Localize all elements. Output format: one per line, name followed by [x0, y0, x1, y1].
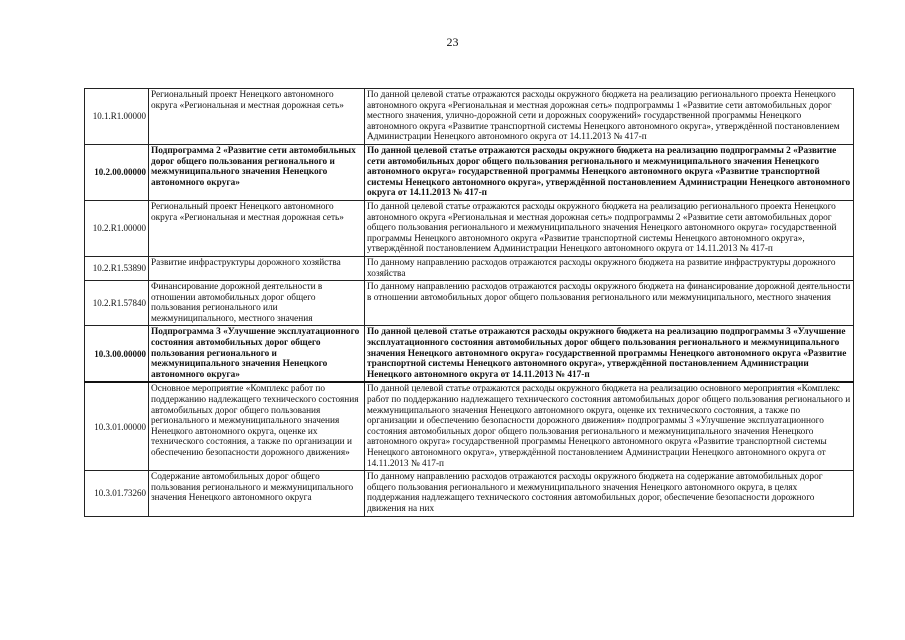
- table-row: [85, 89, 854, 145]
- target-article-name: Региональный проект Ненецкого автономного округа «Региональная и местная дорожная сеть»: [149, 89, 365, 145]
- table-row: [85, 326, 854, 382]
- budget-classification-table: [84, 88, 854, 517]
- target-article-name: Основное мероприятие «Комплекс работ по поддержанию надлежащего технического состояния автомобильных дорог общего пользования регионального и межмуниципального значения Ненецкого автономного округа, оценке их технического состояния, а также по организации и обеспечению безопасности дорожного движения»: [149, 382, 365, 470]
- table-row: [85, 471, 854, 516]
- target-article-code: 10.3.00.00000: [85, 326, 149, 382]
- target-article-name: Подпрограмма 2 «Развитие сети автомобильных дорог общего пользования регионального и межмуниципального значения Ненецкого автономного округа»: [149, 144, 365, 200]
- target-article-code: 10.2.R1.53890: [85, 256, 149, 280]
- target-article-code: 10.3.01.00000: [85, 382, 149, 470]
- target-article-code: 10.3.01.73260: [85, 471, 149, 516]
- target-article-name: Финансирование дорожной деятельности в отношении автомобильных дорог общего пользования регионального или межмуниципального, местного значения: [149, 281, 365, 326]
- table-row: [85, 200, 854, 256]
- table-row: [85, 144, 854, 200]
- target-article-code: 10.2.R1.00000: [85, 200, 149, 256]
- target-article-code: 10.1.R1.00000: [85, 89, 149, 145]
- target-article-description: По данной целевой статье отражаются расходы окружного бюджета на реализацию регионального проекта Ненецкого автономного округа «Региональная и местная дорожная сеть» подпрограммы 1 «Развитие сети автомобильных дорог местного значения, улично-дорожной сети и дорожных сооружений» государственной программы Ненецкого автономного округа «Развитие транспортной системы Ненецкого автономного округа», утверждённой постановлением Администрации Ненецкого автономного округа от 14.11.2013 № 417-п: [365, 89, 854, 145]
- target-article-name: Подпрограмма 3 «Улучшение эксплуатационного состояния автомобильных дорог общего пользования регионального и межмуниципального значения Ненецкого автономного округа»: [149, 326, 365, 382]
- target-article-name: Развитие инфраструктуры дорожного хозяйства: [149, 256, 365, 280]
- page-number: 23: [446, 35, 459, 49]
- target-article-name: Содержание автомобильных дорог общего пользования регионального и межмуниципального значения Ненецкого автономного округа: [149, 471, 365, 516]
- target-article-description: По данной целевой статье отражаются расходы окружного бюджета на реализацию основного мероприятия «Комплекс работ по поддержанию надлежащего технического состояния автомобильных дорог общего пользования регионального и межмуниципального значения Ненецкого автономного округа, оценке их технического состояния, а также по организации и обеспечению безопасности дорожного движения» подпрограммы 3 «Улучшение эксплуатационного состояния автомобильных дорог общего пользования регионального и межмуниципального значения Ненецкого автономного округа» государственной программы Ненецкого автономного округа «Развитие транспортной системы Ненецкого автономного округа», утверждённой постановлением Администрации Ненецкого автономного округа от 14.11.2013 № 417-п: [365, 382, 854, 470]
- target-article-description: По данной целевой статье отражаются расходы окружного бюджета на реализацию подпрограммы 2 «Развитие сети автомобильных дорог общего пользования регионального и межмуниципального значения Ненецкого автономного округа» государственной программы Ненецкого автономного округа «Развитие транспортной системы Ненецкого автономного округа», утверждённой постановлением Администрации Ненецкого автономного округа от 14.11.2013 № 417-п: [365, 144, 854, 200]
- target-article-description: По данному направлению расходов отражаются расходы окружного бюджета на финансирование дорожной деятельности в отношении автомобильных дорог общего пользования регионального или межмуниципального, местного значения: [365, 281, 854, 326]
- table-row: [85, 281, 854, 326]
- target-article-description: По данному направлению расходов отражаются расходы окружного бюджета на содержание автомобильных дорог общего пользования регионального и межмуниципального значения Ненецкого автономного округа, в целях поддержания надлежащего технического состояния автомобильных дорог, обеспечение безопасности дорожного движения на них: [365, 471, 854, 516]
- target-article-description: По данному направлению расходов отражаются расходы окружного бюджета на развитие инфраструктуры дорожного хозяйства: [365, 256, 854, 280]
- target-article-name: Региональный проект Ненецкого автономного округа «Региональная и местная дорожная сеть»: [149, 200, 365, 256]
- target-article-description: По данной целевой статье отражаются расходы окружного бюджета на реализацию подпрограммы 3 «Улучшение эксплуатационного состояния автомобильных дорог общего пользования регионального и межмуниципального значения Ненецкого автономного округа» государственной программы Ненецкого автономного округа «Развитие транспортной системы Ненецкого автономного округа», утверждённой постановлением Администрации Ненецкого автономного округа от 14.11.2013 № 417-п: [365, 326, 854, 382]
- target-article-code: 10.2.R1.57840: [85, 281, 149, 326]
- target-article-code: 10.2.00.00000: [85, 144, 149, 200]
- target-article-description: По данной целевой статье отражаются расходы окружного бюджета на реализацию регионального проекта Ненецкого автономного округа «Региональная и местная дорожная сеть» подпрограммы 2 «Развитие сети автомобильных дорог общего пользования регионального и межмуниципального значения Ненецкого автономного округа» государственной программы Ненецкого автономного округа «Развитие транспортной системы Ненецкого автономного округа», утверждённой постановлением Администрации Ненецкого автономного округа от 14.11.2013 № 417-п: [365, 200, 854, 256]
- table-row: [85, 256, 854, 280]
- table-row: [85, 382, 854, 470]
